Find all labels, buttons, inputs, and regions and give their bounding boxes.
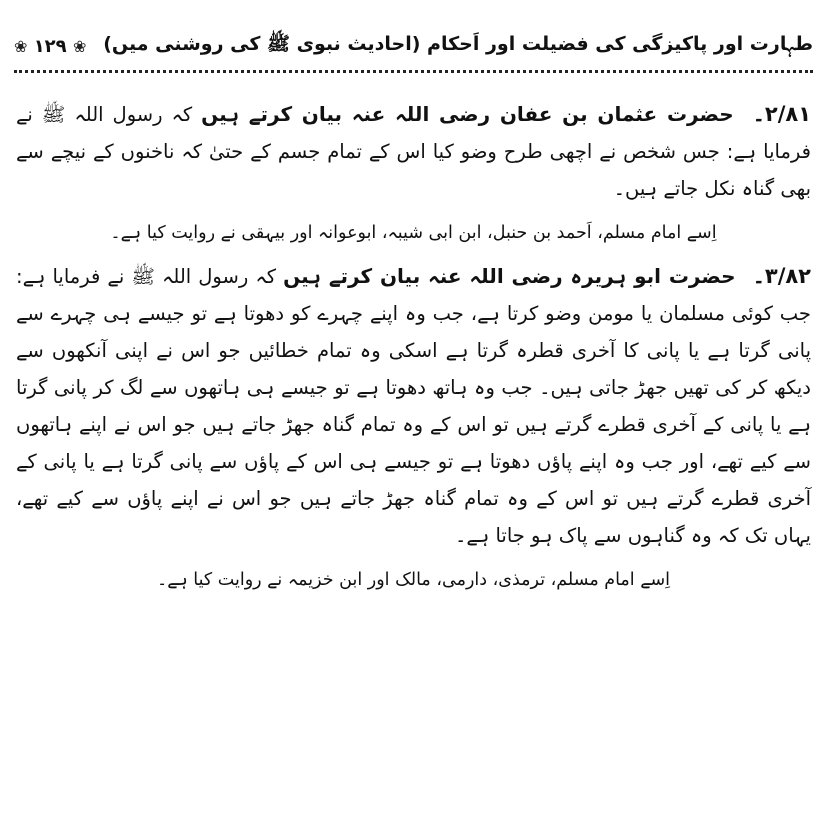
page-body xyxy=(16,96,811,599)
hadith-text: کہ رسول اللہ ﷺ نے فرمایا ہے: جس شخص نے اچھی طرح وضو کیا اس کے تمام جسم کے حتیٰ کہ ناخنوں کے نیچے سے بھی گناہ نکل جاتے ہیں۔ xyxy=(16,103,811,200)
hadith-paragraph xyxy=(16,96,811,207)
hadith-text: کہ رسول اللہ ﷺ نے فرمایا ہے: جب کوئی مسلمان یا مومن وضو کرتا ہے، جب وہ اپنے چہرے کو دھوتا ہے تو جیسے ہی چہرے سے پانی گرتا ہے یا پانی کا آخری قطرہ گرتا ہے اسکی وہ تمام خطائیں جو اس نے اپنی آنکھوں سے دیکھ کر کی تھیں جھڑ جاتی ہیں۔ جب وہ ہاتھ دھوتا ہے تو جیسے ہی ہاتھوں سے لگ کر پانی گرتا ہے یا پانی کے آخری قطرے گرتے ہیں تو اس کے وہ تمام گناہ جھڑ جاتے ہیں جو اس نے اپنے ہاتھوں سے کیے تھے، اور جب وہ اپنے پاؤں دھوتا ہے تو جیسے ہی اس کے پاؤں سے پانی گرتا ہے یا پانی کے آخری قطرے گرتے ہیں تو اس کے وہ تمام گناہ جھڑ جاتے ہیں جو اس نے اپنے پاؤں سے کیے تھے، یہاں تک کہ وہ گناہوں سے پاک ہو جاتا ہے۔ xyxy=(16,265,811,547)
page-number: ١٢٩ xyxy=(33,35,67,57)
header-divider xyxy=(14,70,813,73)
hadith-paragraph xyxy=(16,258,811,554)
flower-ornament-icon: ❀ xyxy=(14,36,28,56)
page-header xyxy=(14,28,813,64)
hadith-citation: اِسے امام مسلم، اَحمد بن حنبل، ابن ابی شیبہ، ابوعوانہ اور بیہقی نے روایت کیا ہے۔ xyxy=(110,223,717,243)
running-title: طہارت اور پاکیزگی کی فضیلت اور اَحکام (احادیث نبوی ﷺ کی روشنی میں) xyxy=(103,33,813,55)
hadith-number: ٣/٨٢۔ xyxy=(752,264,811,288)
flower-ornament-icon: ❀ xyxy=(72,36,87,56)
hadith-narrator: حضرت ابو ہریرہ رضی اللہ عنہ بیان کرتے ہیں xyxy=(283,264,736,288)
page-number-block xyxy=(14,36,86,57)
hadith-narrator: حضرت عثمان بن عفان رضی اللہ عنہ بیان کرتے ہیں xyxy=(201,102,734,126)
hadith-citation: اِسے امام مسلم، ترمذی، دارمی، مالک اور ابن خزیمہ نے روایت کیا ہے۔ xyxy=(156,570,671,590)
hadith-number: ٢/٨١۔ xyxy=(752,102,812,126)
